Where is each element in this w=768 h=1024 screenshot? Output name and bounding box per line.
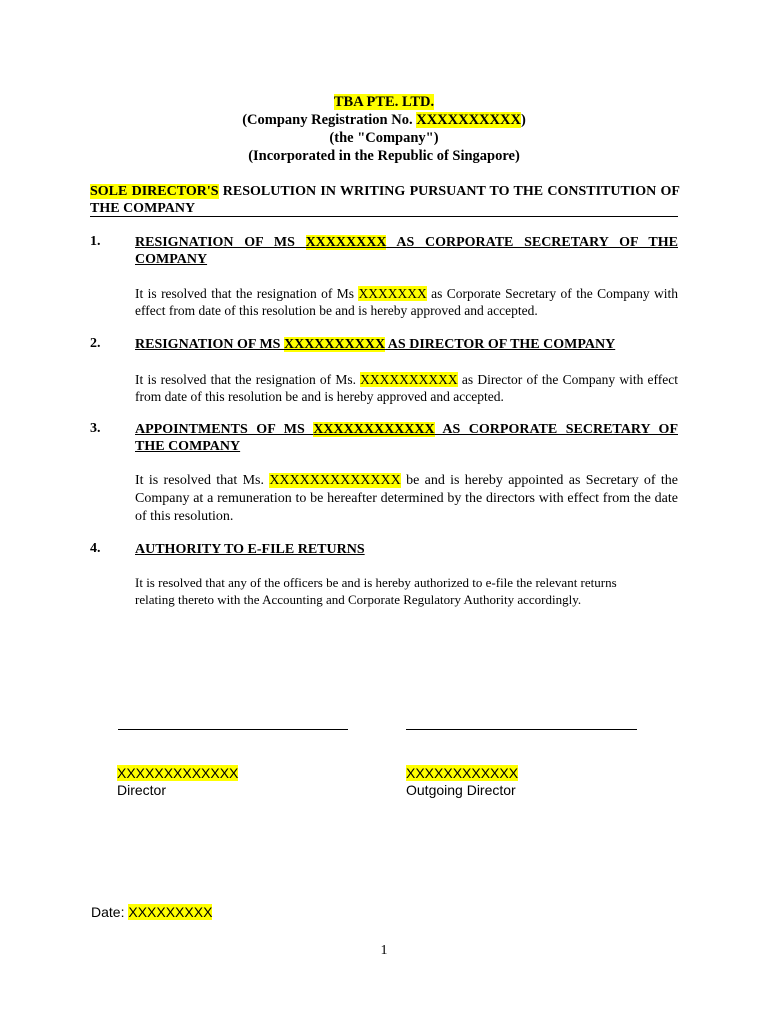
outgoing-director-role: Outgoing Director [406, 782, 516, 798]
resolution-title-line2: THE COMPANY [90, 201, 196, 216]
director-role: Director [117, 782, 167, 798]
director-signature-line [118, 729, 348, 730]
section-2-heading-pre: RESIGNATION OF MS [135, 337, 284, 352]
section-3-body-post: be and is hereby appointed as Secretary of the Company at a remuneration to be hereafter determined by the directors with effect from the date of this resolution. [135, 473, 678, 524]
outgoing-director-signature-block [406, 765, 518, 798]
company-registration [0, 112, 768, 129]
section-3-heading-post: AS CORPORATE SECRETARY OF [434, 422, 678, 437]
section-2-number: 2. [90, 336, 101, 351]
section-3-heading-pre: APPOINTMENTS OF MS [135, 422, 314, 437]
section-1-heading [135, 234, 678, 268]
date-value: XXXXXXXXX [128, 904, 213, 920]
section-2-heading-post: AS DIRECTOR OF THE COMPANY [385, 337, 616, 352]
section-1-heading-pre: RESIGNATION OF MS [135, 235, 306, 250]
section-3-heading-hl: XXXXXXXXXXXX [313, 422, 435, 437]
reg-suffix: ) [520, 112, 526, 128]
section-1-heading-hl: XXXXXXXX [305, 235, 387, 250]
section-4-body-line1: It is resolved that any of the officers be and is hereby authorized to e-file the relevant returns [135, 575, 617, 590]
section-3-heading [135, 421, 678, 455]
section-3-body-hl: XXXXXXXXXXXXX [269, 473, 401, 488]
title-divider [90, 216, 678, 217]
section-2-heading [135, 336, 678, 353]
section-1-body-post: as Corporate Secretary of the Company with effect from date of this resolution be and is hereby approved and accepted. [135, 286, 678, 318]
section-1-body [135, 285, 678, 319]
page-number: 1 [380, 943, 388, 958]
section-1-heading-post: AS CORPORATE SECRETARY OF THE [386, 235, 678, 250]
section-3-number: 3. [90, 421, 101, 436]
section-4-number: 4. [90, 541, 101, 556]
section-2-body [135, 371, 678, 405]
section-1-body-pre: It is resolved that the resignation of Ms [135, 286, 359, 301]
outgoing-director-name: XXXXXXXXXXXX [406, 765, 519, 781]
date-line [91, 904, 212, 920]
date-label: Date: [91, 904, 129, 920]
incorporated-label: (Incorporated in the Republic of Singapore) [248, 148, 520, 164]
section-4-heading-text: AUTHORITY TO E-FILE RETURNS [135, 542, 365, 557]
section-2-body-pre: It is resolved that the resignation of Ms. [135, 372, 361, 387]
section-4-body-line2: relating thereto with the Accounting and Corporate Regulatory Authority accordingly. [135, 592, 582, 607]
section-1-heading-line2: COMPANY [135, 252, 208, 267]
section-3-heading-line2: THE COMPANY [135, 439, 241, 454]
reg-prefix: (Company Registration No. [242, 112, 417, 128]
company-name-text: TBA PTE. LTD. [333, 94, 435, 110]
section-2-body-hl: XXXXXXXXXX [360, 372, 458, 387]
company-name [0, 94, 768, 111]
resolution-title-highlight: SOLE DIRECTOR'S [90, 184, 219, 199]
section-4-heading [135, 541, 678, 558]
section-3-body-pre: It is resolved that Ms. [135, 473, 270, 488]
the-company-label: (the "Company") [329, 130, 439, 146]
section-1-body-hl: XXXXXXX [358, 286, 427, 301]
reg-number: XXXXXXXXXX [416, 112, 521, 128]
section-2-body-post: as Director of the Company with effect from date of this resolution be and is hereby approved and accepted. [135, 372, 678, 404]
director-name: XXXXXXXXXXXXX [117, 765, 239, 781]
section-3-body [135, 472, 678, 526]
director-signature-block [117, 765, 238, 798]
section-2-heading-hl: XXXXXXXXXX [283, 337, 386, 352]
section-4-body [135, 574, 678, 608]
section-1-number: 1. [90, 234, 101, 249]
resolution-title [90, 183, 680, 217]
outgoing-director-signature-line [406, 729, 637, 730]
resolution-title-rest: RESOLUTION IN WRITING PURSUANT TO THE CONSTITUTION OF [218, 184, 680, 199]
